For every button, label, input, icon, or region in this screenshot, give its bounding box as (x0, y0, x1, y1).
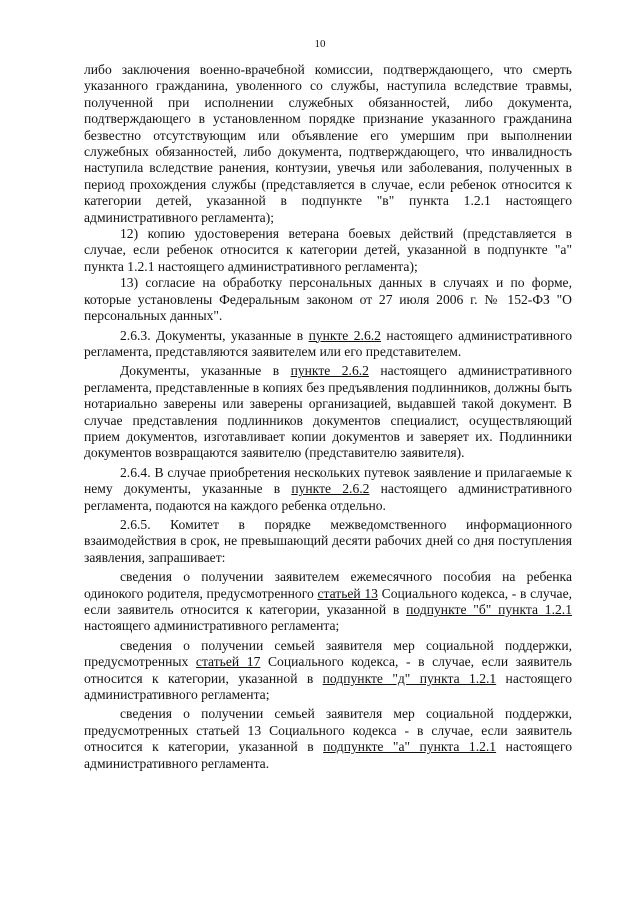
paragraph-request-single-parent (84, 569, 572, 635)
text-segment: настоящего административного регламента, представляются заявителем или его представителем. (84, 327, 572, 359)
text-segment: настоящего административного регламента; (84, 670, 572, 703)
text-segment: Социального кодекса, - в случае, если заявитель относится к категории, указанной в (84, 654, 572, 686)
link-podpunkt-b[interactable]: подпункте "б" пункта 1.2.1 (406, 602, 572, 617)
text-segment: Социального кодекса, - в случае, если заявитель относится к категории, указанной в (84, 585, 573, 617)
paragraph-1: либо заключения военно-врачебной комиссии, подтверждающего, что смерть указанного гражданина, уволенного со службы, наступила вследствие травмы, полученной при исполнении служебных обязанностей, либо документа, подтверждающего в установленном порядке признание указанного гражданина безвестно отсутствующим или объявление его умершим при выполнении служебных обязанностей, либо документа, подтверждающего, что инвалидность наступила вследствие ранения, контузии, увечья или заболевания, полученных в период прохождения службы (представляется в случае, если ребенок относится к категории детей, указанной в подпункте "в" пункта 1.2.1 настоящего административного регламента); (84, 62, 572, 225)
paragraph-request-social-support-13 (84, 706, 572, 772)
link-punkt-2-6-2[interactable]: пункте 2.6.2 (290, 363, 369, 379)
text-segment: 2.6.3. Документы, указанные в (120, 327, 309, 343)
paragraph-documents-copies (84, 363, 572, 461)
text-segment: настоящего административного регламента, подаются на каждого ребенка отдельно. (84, 481, 572, 513)
text-segment: настоящего административного регламента, представленные в копиях без предъявления подлинников, должны быть нотариально заверены или заверены организацией, выдавшей такой документ. В случае представления подлинников документов специалист, осуществляющий прием документов, изготавливает копии документов и заверяет их. Подлинники документов возвращаются заявителю (представителю заявителя). (84, 363, 572, 461)
paragraph-item-12: 12) копию удостоверения ветерана боевых действий (представляется в случае, если ребенок относится к категории детей, указанной в подпункте "а" пункта 1.2.1 настоящего административного регламента); (84, 226, 572, 274)
link-podpunkt-d[interactable]: подпункте "д" пункта 1.2.1 (322, 670, 497, 686)
paragraph-item-13: 13) согласие на обработку персональных данных в случаях и по форме, которые установлены Федеральным законом от 27 июля 2006 г. № 152-ФЗ "О персональных данных". (84, 275, 572, 324)
link-punkt-2-6-2[interactable]: пункте 2.6.2 (308, 327, 381, 343)
text-segment: сведения о получении семьей заявителя мер социальной поддержки, предусмотренных статьей 13 Социального кодекса - в случае, если заявитель относится к категории, указанной в (84, 706, 572, 755)
text-segment: 2.6.4. В случае приобретения нескольких путевок заявление и прилагаемые к нему документы, указанные в (84, 464, 572, 497)
link-statya-17[interactable]: статьей 17 (195, 654, 261, 670)
link-podpunkt-a[interactable]: подпункте "а" пункта 1.2.1 (323, 739, 497, 755)
paragraph-request-social-support-17 (84, 638, 572, 704)
link-punkt-2-6-2[interactable]: пункте 2.6.2 (291, 481, 370, 497)
text-segment: сведения о получении семьей заявителя мер социальной поддержки, предусмотренных (84, 637, 572, 670)
text-segment: сведения о получении заявителем ежемесячного пособия на ребенка одинокого родителя, предусмотренного (84, 569, 572, 601)
paragraph-2-6-4 (84, 465, 572, 514)
page-number: 10 (314, 38, 326, 50)
document-body (84, 62, 572, 772)
text-segment: настоящего административного регламента; (84, 618, 340, 634)
link-statya-13[interactable]: статьей 13 (317, 585, 378, 601)
text-segment: настоящего административного регламента. (84, 739, 573, 771)
text-segment: Документы, указанные в (120, 363, 291, 379)
paragraph-2-6-5: 2.6.5. Комитет в порядке межведомственного информационного взаимодействия в срок, не превышающий десяти рабочих дней со дня поступления заявления, запрашивает: (84, 516, 572, 565)
paragraph-2-6-3 (84, 328, 572, 361)
